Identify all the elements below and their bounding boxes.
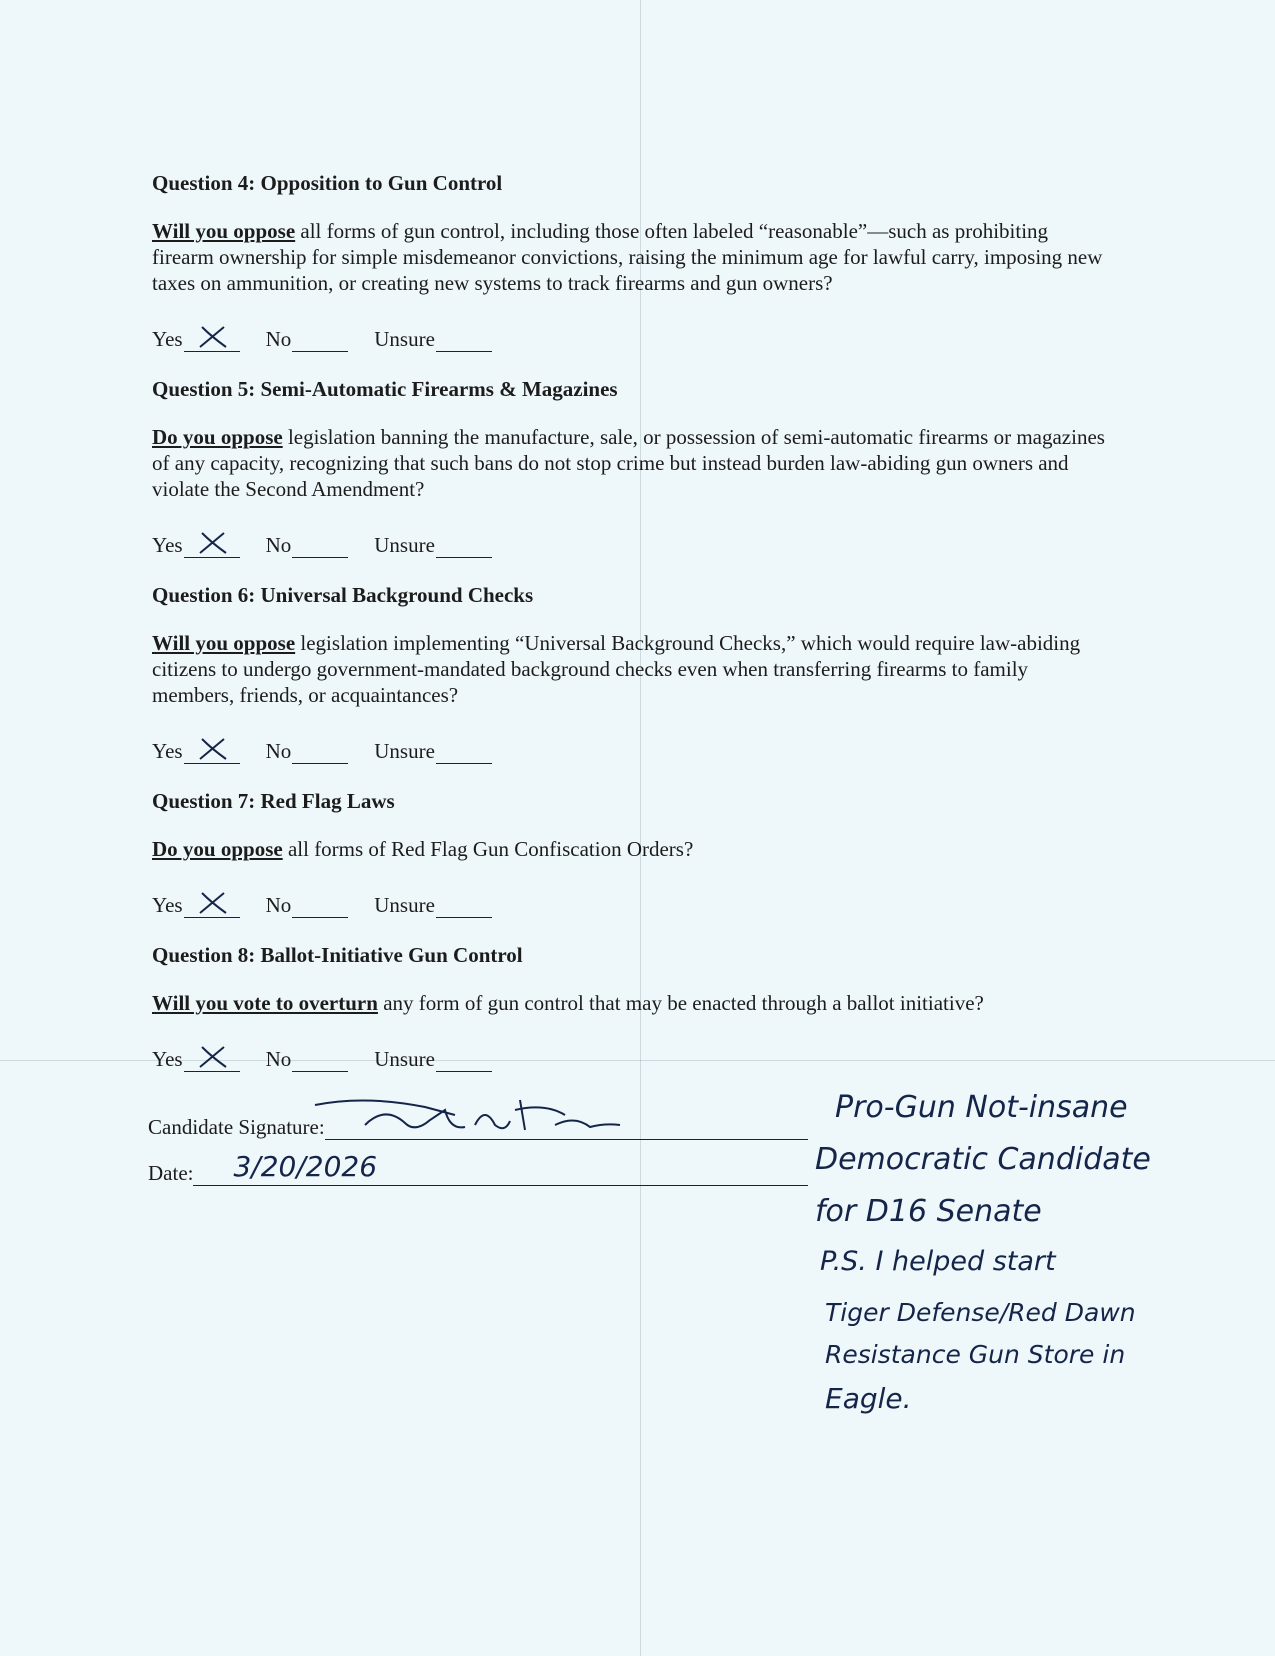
answer-unsure[interactable] [374, 1046, 492, 1072]
question-text [152, 990, 1112, 1016]
answer-unsure[interactable] [374, 532, 492, 558]
answer-unsure-blank[interactable] [436, 739, 492, 764]
answer-unsure-label: Unsure [374, 739, 435, 763]
question-title: Question 6: Universal Background Checks [152, 583, 534, 607]
answer-yes[interactable] [152, 892, 240, 918]
x-mark-icon [194, 527, 230, 557]
answer-no-label: No [265, 739, 292, 763]
x-mark-icon [194, 733, 230, 763]
question-title: Question 5: Semi-Automatic Firearms & Magazines [152, 377, 618, 401]
x-mark-icon [194, 887, 230, 917]
signature-label: Candidate Signature: [148, 1115, 325, 1139]
answer-yes-blank[interactable] [184, 1047, 240, 1072]
question-5 [152, 376, 1112, 558]
answer-no-blank[interactable] [292, 893, 348, 918]
signature-block [148, 1100, 808, 1186]
answer-no[interactable] [266, 532, 349, 558]
answer-no-blank[interactable] [292, 1047, 348, 1072]
question-body: all forms of Red Flag Gun Confiscation Orders? [282, 837, 694, 861]
answer-unsure[interactable] [374, 738, 492, 764]
answer-yes-label: Yes [152, 739, 183, 763]
answer-yes-blank[interactable] [184, 533, 240, 558]
answer-unsure[interactable] [374, 326, 492, 352]
answer-yes-label: Yes [152, 533, 183, 557]
question-text [152, 836, 1112, 862]
note-line-4: P.S. I helped start [820, 1246, 1056, 1277]
answer-no[interactable] [266, 738, 349, 764]
note-line-3: for D16 Senate [815, 1194, 1042, 1229]
handwritten-signature [305, 1085, 635, 1145]
answer-unsure-blank[interactable] [436, 893, 492, 918]
signature-row [148, 1100, 808, 1140]
x-mark-icon [194, 1041, 230, 1071]
signature-line[interactable] [325, 1109, 808, 1140]
question-text [152, 424, 1112, 502]
answer-no[interactable] [266, 326, 349, 352]
answer-yes[interactable] [152, 326, 240, 352]
note-line-6: Resistance Gun Store in [825, 1340, 1126, 1369]
answer-unsure-label: Unsure [374, 1047, 435, 1071]
answer-options [152, 888, 1112, 918]
answer-unsure[interactable] [374, 892, 492, 918]
answer-no-blank[interactable] [292, 739, 348, 764]
answer-yes-label: Yes [152, 1047, 183, 1071]
question-body: legislation implementing “Universal Background Checks,” which would require law-abiding citizens to undergo government-mandated background checks even when transferring firearms to family members, friends, or acquaintances? [152, 631, 1081, 707]
answer-no-label: No [265, 1047, 292, 1071]
answer-yes-blank[interactable] [184, 739, 240, 764]
question-8 [152, 942, 1112, 1072]
question-text [152, 218, 1112, 296]
handwritten-notes [815, 1090, 1255, 1434]
answer-yes-blank[interactable] [184, 893, 240, 918]
answer-yes-blank[interactable] [184, 327, 240, 352]
answer-no[interactable] [266, 892, 349, 918]
answer-no-blank[interactable] [292, 533, 348, 558]
question-7 [152, 788, 1112, 918]
answer-no-label: No [265, 327, 292, 351]
question-lead: Will you oppose [152, 219, 296, 243]
question-4 [152, 170, 1112, 352]
note-line-1: Pro-Gun Not-insane [835, 1090, 1128, 1125]
answer-no-label: No [265, 893, 292, 917]
question-lead: Will you vote to overturn [152, 991, 378, 1015]
answer-no[interactable] [266, 1046, 349, 1072]
question-title: Question 7: Red Flag Laws [152, 789, 395, 813]
question-text [152, 630, 1112, 708]
answer-unsure-blank[interactable] [436, 327, 492, 352]
answer-no-label: No [265, 533, 292, 557]
answer-no-blank[interactable] [292, 327, 348, 352]
answer-unsure-blank[interactable] [436, 1047, 492, 1072]
answer-unsure-blank[interactable] [436, 533, 492, 558]
note-line-5: Tiger Defense/Red Dawn [825, 1298, 1136, 1327]
date-line[interactable] [193, 1150, 808, 1186]
question-6 [152, 582, 1112, 764]
question-title: Question 4: Opposition to Gun Control [152, 171, 503, 195]
answer-options [152, 322, 1112, 352]
date-row [148, 1146, 808, 1186]
question-title: Question 8: Ballot-Initiative Gun Control [152, 943, 523, 967]
x-mark-icon [194, 321, 230, 351]
answer-unsure-label: Unsure [374, 893, 435, 917]
answer-yes-label: Yes [152, 893, 183, 917]
answer-unsure-label: Unsure [374, 533, 435, 557]
question-lead: Do you oppose [152, 425, 283, 449]
answer-yes-label: Yes [152, 327, 183, 351]
answer-yes[interactable] [152, 532, 240, 558]
answer-unsure-label: Unsure [374, 327, 435, 351]
question-body: all forms of gun control, including those often labeled “reasonable”—such as prohibiting firearm ownership for simple misdemeanor convictions, raising the minimum age for lawful carry, imposing new taxes on ammunition, or creating new systems to track firearms and gun owners? [152, 219, 1103, 295]
answer-yes[interactable] [152, 1046, 240, 1072]
answer-yes[interactable] [152, 738, 240, 764]
answer-options [152, 1042, 1112, 1072]
note-line-2: Democratic Candidate [815, 1142, 1151, 1177]
date-label: Date: [148, 1161, 194, 1185]
questionnaire [152, 170, 1112, 1096]
question-body: legislation banning the manufacture, sale, or possession of semi-automatic firearms or magazines of any capacity, recognizing that such bans do not stop crime but instead burden law-abiding gun owners and violate the Second Amendment? [152, 425, 1105, 501]
handwritten-date: 3/20/2026 [233, 1150, 378, 1183]
answer-options [152, 734, 1112, 764]
answer-options [152, 528, 1112, 558]
question-body: any form of gun control that may be enacted through a ballot initiative? [377, 991, 984, 1015]
question-lead: Will you oppose [152, 631, 296, 655]
question-lead: Do you oppose [152, 837, 283, 861]
note-line-7: Eagle. [825, 1382, 912, 1415]
